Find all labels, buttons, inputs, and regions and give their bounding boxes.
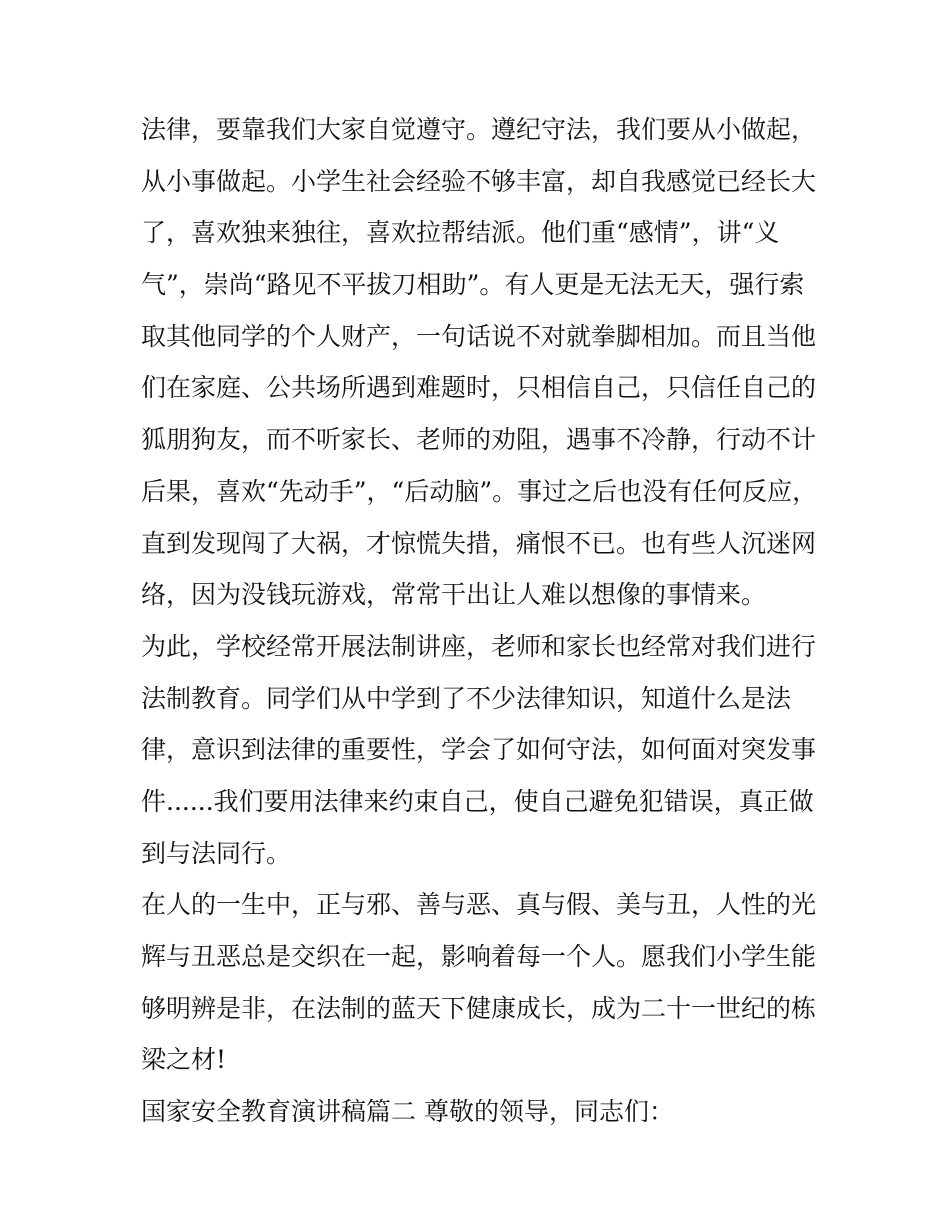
text-line: 狐朋狗友，而不听家长、老师的劝阻，遇事不冷静，行动不计 xyxy=(141,425,817,455)
text-line: 为此，学校经常开展法制讲座，老师和家长也经常对我们进行 xyxy=(141,631,817,661)
text-line: 国家安全教育演讲稿篇二 尊敬的领导，同志们： xyxy=(141,1097,674,1127)
text-line: 够明辨是非，在法制的蓝天下健康成长，成为二十一世纪的栋 xyxy=(141,993,817,1023)
text-line: 们在家庭、公共场所遇到难题时，只相信自己，只信任自己的 xyxy=(141,373,817,403)
document-body xyxy=(141,104,821,1138)
text-line: 从小事做起。小学生社会经验不够丰富，却自我感觉已经长大 xyxy=(141,166,817,196)
text-line: 到与法同行。 xyxy=(141,838,292,868)
text-line: 辉与丑恶总是交织在一起，影响着每一个人。愿我们小学生能 xyxy=(141,942,817,971)
text-line: 在人的一生中，正与邪、善与恶、真与假、美与丑，人性的光 xyxy=(141,890,817,920)
text-line: 了，喜欢独来独往，喜欢拉帮结派。他们重“感情”，讲“义 xyxy=(141,218,780,248)
text-line: 气”，崇尚“路见不平拔刀相助”。有人更是无法无天，强行索 xyxy=(141,270,805,300)
text-line: 后果，喜欢“先动手”，“后动脑”。事过之后也没有任何反应， xyxy=(141,476,818,506)
text-line: 件......我们要用法律来约束自己，使自己避免犯错误，真正做 xyxy=(141,786,814,816)
text-line: 法律，要靠我们大家自觉遵守。遵纪守法，我们要从小做起， xyxy=(141,115,817,144)
text-line: 律，意识到法律的重要性，学会了如何守法，如何面对突发事 xyxy=(141,735,817,765)
text-line: 梁之材! xyxy=(141,1045,227,1075)
text-line: 络，因为没钱玩游戏，常常干出让人难以想像的事情来。 xyxy=(141,580,767,610)
text-line: 法制教育。同学们从中学到了不少法律知识，知道什么是法 xyxy=(141,683,792,713)
text-line: 取其他同学的个人财产，一句话说不对就拳脚相加。而且当他 xyxy=(141,321,817,351)
text-line: 直到发现闯了大祸，才惊慌失措，痛恨不已。也有些人沉迷网 xyxy=(141,528,817,558)
